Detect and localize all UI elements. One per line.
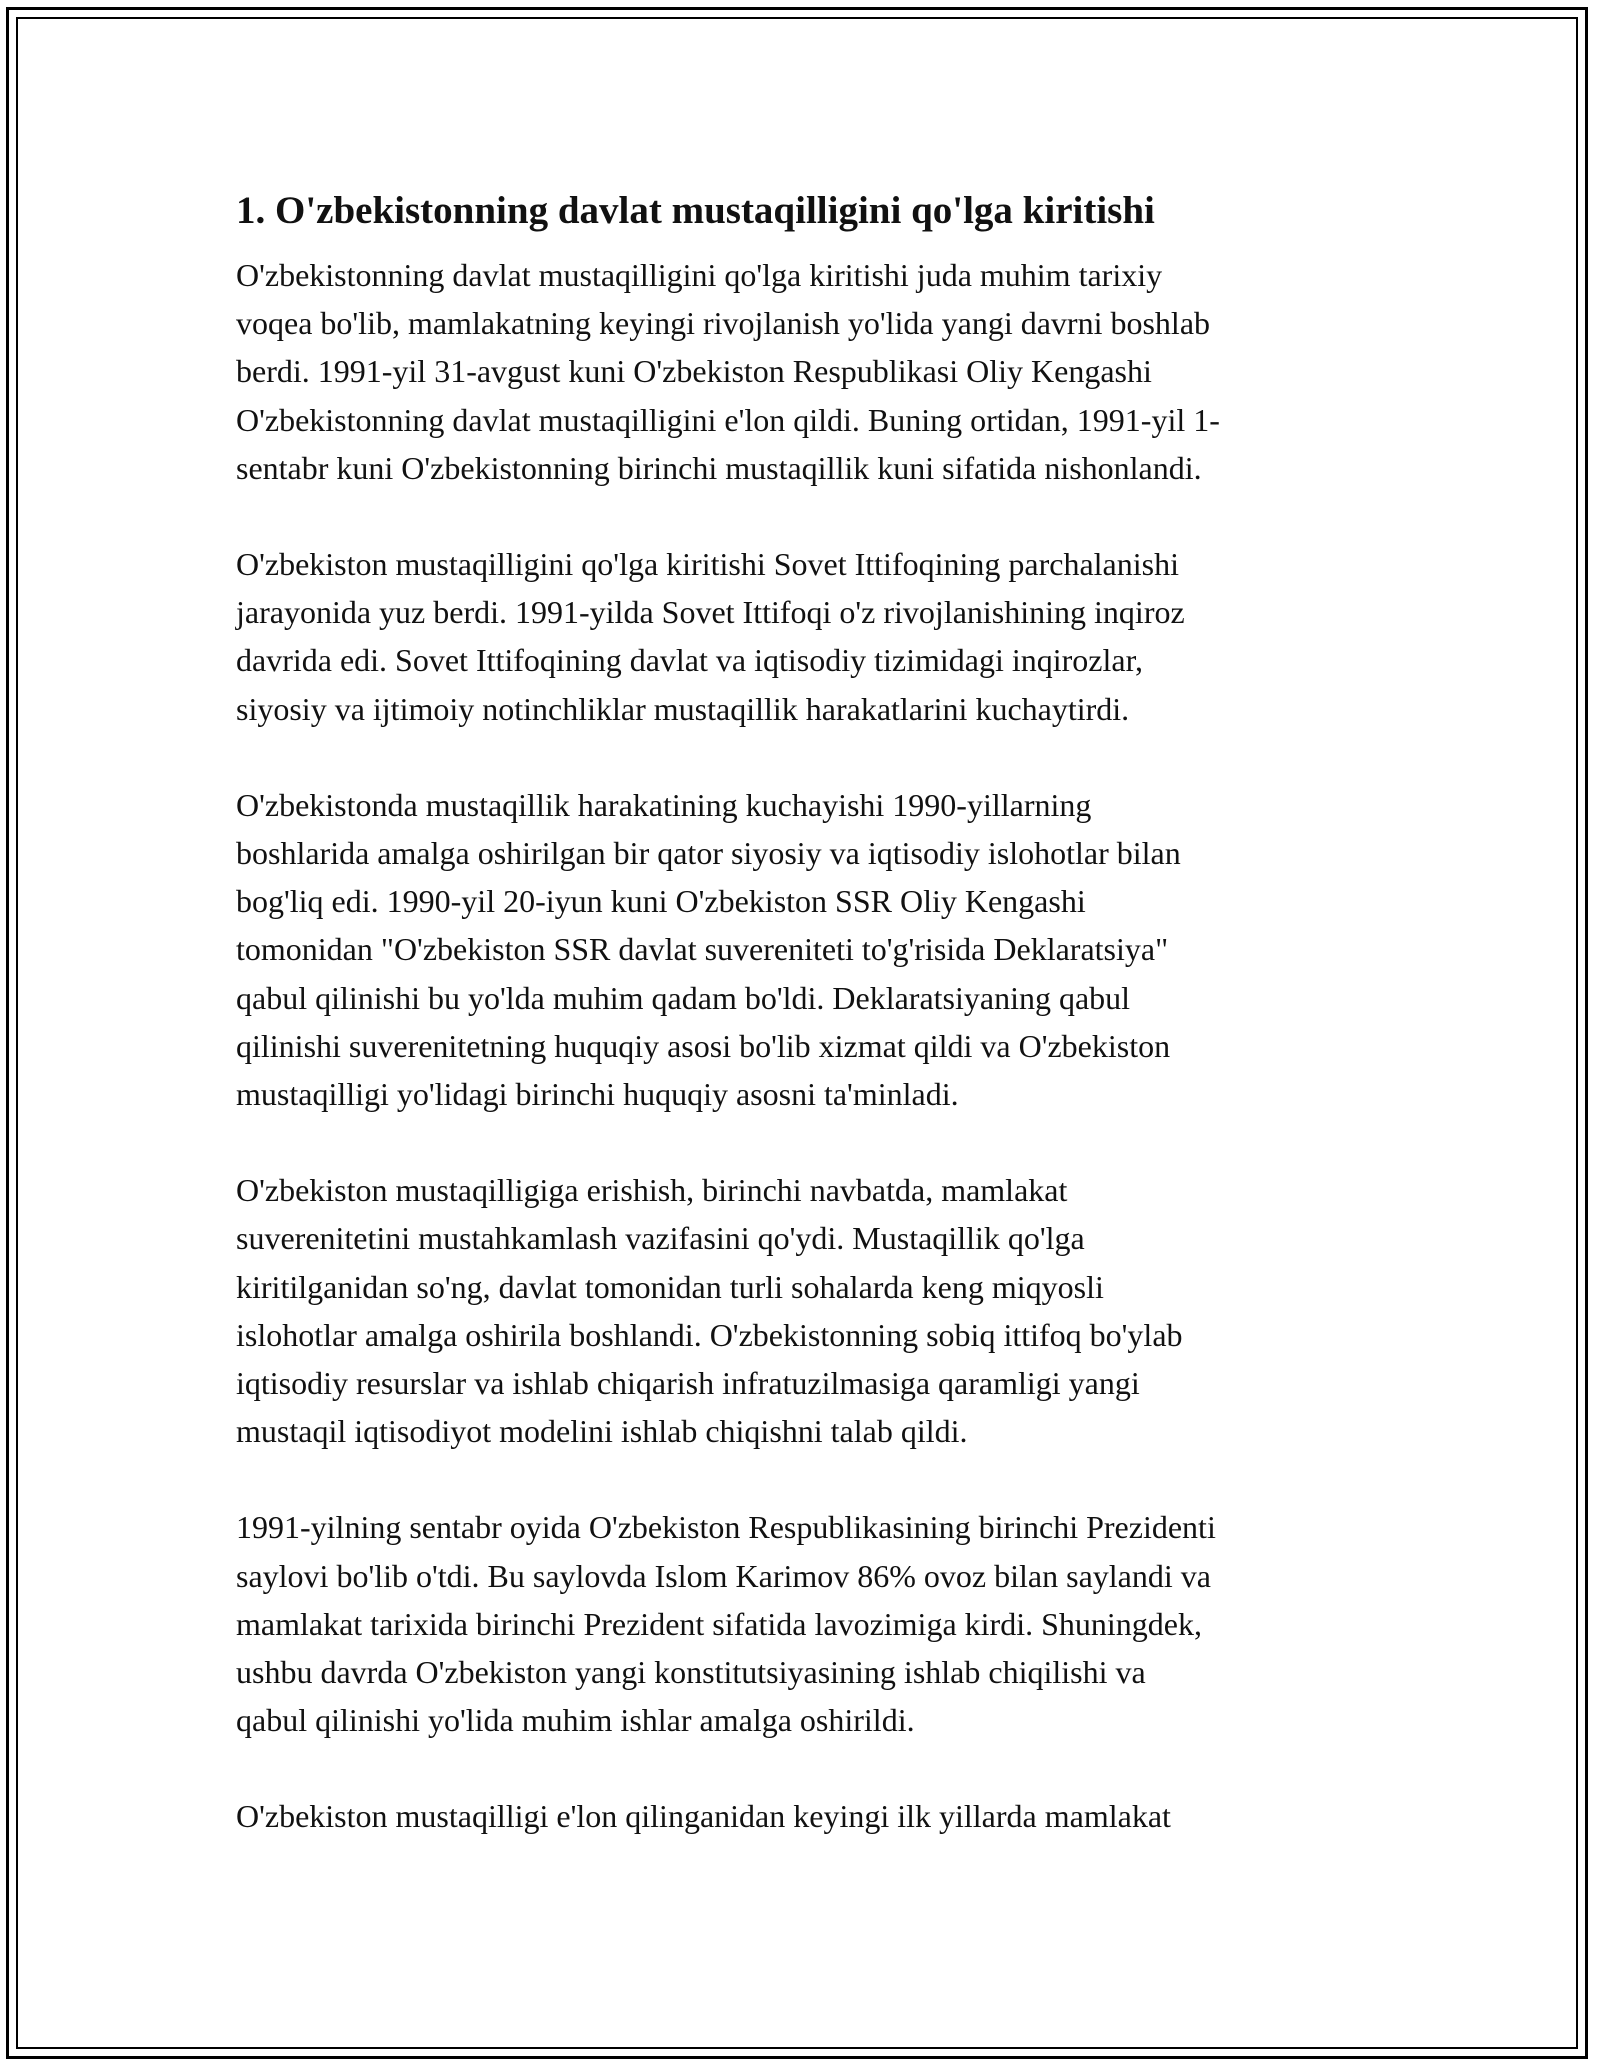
paragraph-line: islohotlar amalga oshirila boshlandi. O'zbekistonning sobiq ittifoq bo'ylab: [236, 1316, 1183, 1353]
paragraph-line: O'zbekiston mustaqilligiga erishish, birinchi navbatda, mamlakat: [236, 1172, 1068, 1209]
paragraph-line: boshlarida amalga oshirilgan bir qator siyosiy va iqtisodiy islohotlar bilan: [236, 835, 1181, 872]
paragraph-line: iqtisodiy resurslar va ishlab chiqarish infratuzilmasiga qaramligi yangi: [236, 1365, 1140, 1402]
paragraph-line: qabul qilinishi yo'lida muhim ishlar amalga oshirildi.: [236, 1702, 915, 1739]
paragraph-line: berdi. 1991-yil 31-avgust kuni O'zbekiston Respublikasi Oliy Kengashi: [236, 353, 1152, 390]
paragraph-line: davrida edi. Sovet Ittifoqining davlat va iqtisodiy tizimidagi inqirozlar,: [236, 642, 1143, 679]
paragraph-line: tomonidan "O'zbekiston SSR davlat suvereniteti to'g'risida Deklaratsiya": [236, 931, 1169, 968]
paragraph-line: bog'liq edi. 1990-yil 20-iyun kuni O'zbekiston SSR Oliy Kengashi: [236, 883, 1086, 920]
paragraph: [236, 540, 1386, 733]
paragraph-line: qabul qilinishi bu yo'lda muhim qadam bo'ldi. Deklaratsiyaning qabul: [236, 979, 1131, 1016]
paragraph: [236, 1503, 1386, 1744]
paragraph: [236, 781, 1386, 1118]
paragraph-line: O'zbekistonning davlat mustaqilligini e'lon qildi. Buning ortidan, 1991-yil 1-: [236, 401, 1220, 438]
paragraph-line: jarayonida yuz berdi. 1991-yilda Sovet Ittifoqi o'z rivojlanishining inqiroz: [236, 594, 1185, 631]
paragraph-line: O'zbekiston mustaqilligini qo'lga kiritishi Sovet Ittifoqining parchalanishi: [236, 546, 1179, 583]
document-body: [236, 185, 1386, 1889]
paragraph-list: [236, 251, 1386, 1841]
paragraph-line: mustaqil iqtisodiyot modelini ishlab chiqishni talab qildi.: [236, 1413, 968, 1450]
paragraph-line: kiritilganidan so'ng, davlat tomonidan turli sohalarda keng miqyosli: [236, 1268, 1104, 1305]
section-title: 1. O'zbekistonning davlat mustaqilligini qo'lga kiritishi: [236, 189, 1155, 232]
paragraph: [236, 251, 1386, 492]
paragraph: [236, 1166, 1386, 1455]
paragraph-line: 1991-yilning sentabr oyida O'zbekiston Respublikasining birinchi Prezidenti: [236, 1509, 1216, 1546]
paragraph-line: qilinishi suverenitetning huquqiy asosi bo'lib xizmat qildi va O'zbekiston: [236, 1027, 1171, 1064]
paragraph-line: sentabr kuni O'zbekistonning birinchi mustaqillik kuni sifatida nishonlandi.: [236, 449, 1202, 486]
paragraph-line: O'zbekiston mustaqilligi e'lon qilinganidan keyingi ilk yillarda mamlakat: [236, 1798, 1171, 1835]
paragraph-line: suverenitetini mustahkamlash vazifasini qo'ydi. Mustaqillik qo'lga: [236, 1220, 1085, 1257]
paragraph-line: voqea bo'lib, mamlakatning keyingi rivojlanish yo'lida yangi davrni boshlab: [236, 305, 1211, 342]
paragraph-line: mamlakat tarixida birinchi Prezident sifatida lavozimiga kirdi. Shuningdek,: [236, 1605, 1202, 1642]
paragraph-line: O'zbekistonda mustaqillik harakatining kuchayishi 1990-yillarning: [236, 786, 1092, 823]
paragraph: [236, 1792, 1386, 1840]
paragraph-line: ushbu davrda O'zbekiston yangi konstitutsiyasining ishlab chiqilishi va: [236, 1654, 1146, 1691]
paragraph-line: mustaqilligi yo'lidagi birinchi huquqiy asosni ta'minladi.: [236, 1076, 959, 1113]
paragraph-line: saylovi bo'lib o'tdi. Bu saylovda Islom Karimov 86% ovoz bilan saylandi va: [236, 1557, 1211, 1594]
paragraph-line: O'zbekistonning davlat mustaqilligini qo'lga kiritishi juda muhim tarixiy: [236, 257, 1163, 293]
paragraph-line: siyosiy va ijtimoiy notinchliklar mustaqillik harakatlarini kuchaytirdi.: [236, 690, 1130, 727]
